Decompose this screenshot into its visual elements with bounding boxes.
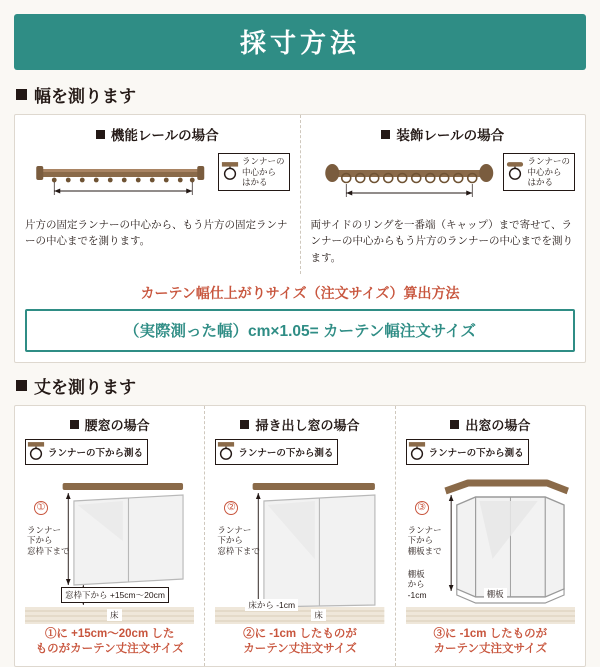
measure-line2: 下から: [217, 535, 243, 546]
functional-rail-diagram: [25, 151, 290, 211]
width-col-functional-rail-head: [25, 124, 290, 144]
runner-ring-icon: [506, 161, 524, 183]
measure-line3: 棚板まで: [407, 546, 442, 557]
page-root: [0, 14, 600, 656]
badge-1: ①: [34, 501, 48, 515]
measure-line2: 下から: [407, 535, 434, 546]
result-line2: カーテン丈注文サイズ: [433, 643, 548, 656]
bay-window-shelf-tag: [408, 569, 427, 601]
sweep-window-measure-label: [217, 525, 260, 557]
length-col-bay-window-label: 出窓の場合: [465, 417, 531, 433]
result-line1: ③に -1cm したものが: [433, 627, 548, 640]
callout-line3: はかる: [241, 177, 268, 188]
square-bullet-icon: [16, 380, 27, 391]
length-col-sweep-window-head: [215, 415, 384, 434]
width-col-decorative-rail: [300, 115, 586, 274]
bay-window-top-callout: [406, 439, 529, 465]
width-col-functional-rail-label: 機能レールの場合: [110, 128, 219, 143]
callout-line3: はかる: [527, 177, 553, 188]
measure-line3: 窓枠下まで: [217, 546, 260, 557]
decorative-rail-diagram: [311, 151, 576, 211]
width-panel: [14, 114, 586, 363]
square-bullet-icon: [16, 89, 27, 100]
hip-window-figure: [25, 439, 194, 624]
square-bullet-icon: [96, 130, 105, 139]
square-bullet-icon: [381, 130, 390, 139]
measure-line2: 下から: [27, 535, 53, 546]
floor-label: 床: [311, 609, 326, 621]
shelf-tag-line3: -1cm: [407, 590, 427, 601]
length-section-heading-label: 丈を測ります: [34, 377, 136, 397]
callout-line2: 中心から: [241, 166, 276, 177]
square-bullet-icon: [240, 420, 249, 429]
formula-heading: カーテン幅仕上がりサイズ（注文サイズ）算出方法: [140, 284, 460, 301]
result-line1: ②に -1cm したものが: [243, 627, 357, 640]
decorative-rail-callout: [503, 153, 575, 191]
bay-window-top-callout-label: ランナーの下から測る: [428, 447, 524, 459]
width-col-functional-rail: [15, 115, 300, 274]
measure-line1: ランナー: [217, 524, 252, 535]
runner-ring-icon: [27, 441, 45, 463]
hip-window-top-callout: [25, 439, 148, 465]
result-line2: カーテン丈注文サイズ: [243, 643, 357, 656]
hip-window-result: [25, 627, 194, 658]
shelf-tag-line2: から: [407, 579, 425, 590]
length-section-heading: [16, 373, 586, 398]
square-bullet-icon: [450, 420, 459, 429]
badge-3: ③: [415, 501, 429, 515]
width-section-heading: [16, 82, 586, 107]
length-col-hip-window-label: 腰窓の場合: [84, 417, 150, 433]
hip-window-top-callout-label: ランナーの下から測る: [48, 447, 144, 459]
badge-2: ②: [224, 501, 238, 515]
runner-ring-icon: [217, 441, 235, 463]
measure-line1: ランナー: [27, 524, 62, 535]
bay-window-figure: [406, 439, 575, 624]
floor-label: 床: [107, 609, 122, 621]
length-panel: [14, 405, 586, 667]
sweep-window-extra-tag: 床から -1cm: [245, 599, 298, 611]
result-line2: ものがカーテン丈注文サイズ: [35, 643, 184, 656]
formula-box: （実際測った幅）cm×1.05= カーテン幅注文サイズ: [25, 309, 575, 352]
bay-window-result: [406, 627, 575, 658]
width-col-decorative-rail-label: 装飾レールの場合: [396, 128, 505, 143]
length-col-hip-window-head: [25, 415, 194, 434]
callout-line1: ランナーの: [241, 156, 285, 166]
length-col-sweep-window-label: 掃き出し窓の場合: [255, 417, 360, 433]
length-col-bay-window: [395, 406, 585, 666]
runner-ring-icon: [221, 161, 239, 183]
page-title: 採寸方法: [14, 14, 586, 70]
sweep-window-top-callout-label: ランナーの下から測る: [238, 447, 334, 459]
sweep-window-figure: [215, 439, 384, 624]
functional-rail-callout: [218, 153, 290, 191]
shelf-tag-line1: 棚板: [407, 568, 425, 579]
result-line1: ①に +15cm〜20cm した: [44, 627, 175, 640]
length-col-bay-window-head: [406, 415, 575, 434]
callout-line2: 中心から: [527, 166, 562, 177]
hip-window-measure-label: [27, 525, 70, 557]
bay-window-measure-label: [408, 525, 442, 557]
length-col-sweep-window: [204, 406, 394, 666]
functional-rail-note: 片方の固定ランナーの中心から、もう片方の固定ランナーの中心までを測ります。: [25, 219, 288, 248]
width-section-heading-label: 幅を測ります: [34, 87, 136, 106]
runner-ring-icon: [408, 441, 426, 463]
shelf-label: 棚板: [484, 588, 507, 600]
sweep-window-result: [215, 627, 384, 658]
square-bullet-icon: [70, 420, 79, 429]
decorative-rail-note: 両サイドのリングを一番端（キャップ）まで寄せて、ランナーの中心からもう片方のランナーの中心までを測ります。: [310, 219, 573, 264]
measure-line1: ランナー: [407, 524, 442, 535]
sweep-window-top-callout: [215, 439, 338, 465]
hip-window-extra-tag: 窓枠下から +15cm〜20cm: [61, 587, 169, 603]
callout-line1: ランナーの: [527, 156, 570, 166]
measure-line3: 窓枠下まで: [27, 546, 70, 557]
width-col-decorative-rail-head: [311, 124, 576, 144]
length-col-hip-window: [15, 406, 204, 666]
